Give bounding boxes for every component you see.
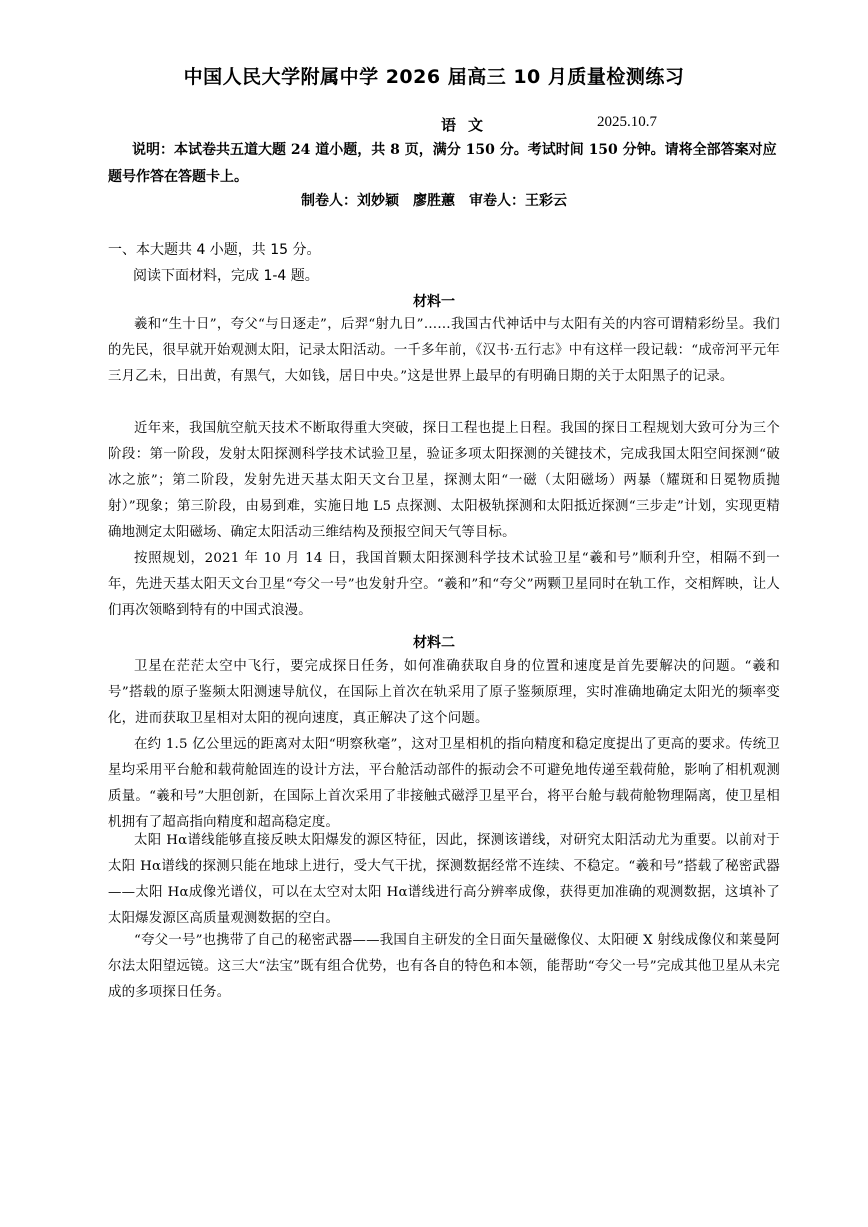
exam-authors: 制卷人：刘妙颖 廖胜蕙 审卷人：王彩云 bbox=[301, 193, 567, 209]
material-paragraph: 按照规划，2021 年 10 月 14 日，我国首颗太阳探测科学技术试验卫星“羲和号”顺利升空，相隔不到一年，先进天基太阳天文台卫星“夸父一号”也发射升空。“羲和”和“夸父”两颗卫星同时在轨工作，交相辉映，让人们再次领略到特有的中国式浪漫。 bbox=[108, 551, 780, 618]
exam-instructions: 说明：本试卷共五道大题 24 道小题，共 8 页，满分 150 分。考试时间 150 分钟。请将全部答案对应题号作答在答题卡上。 bbox=[108, 142, 777, 185]
exam-title: 中国人民大学附属中学 2026 届高三 10 月质量检测练习 bbox=[183, 66, 685, 88]
material-paragraph: 太阳 Hα谱线能够直接反映太阳爆发的源区特征，因此，探测该谱线，对研究太阳活动尤为重要。以前对于太阳 Hα谱线的探测只能在地球上进行，受大气干扰，探测数据经常不连续、不稳定。“羲和号”搭载了秘密武器——太阳 Hα成像光谱仪，可以在太空对太阳 Hα谱线进行高分辨率成像，获得更加准确的观测数据，这填补了太阳爆发源区高质量观测数据的空白。 bbox=[108, 833, 780, 926]
reading-instruction: 阅读下面材料，完成 1-4 题。 bbox=[133, 268, 319, 284]
material-title: 材料一 bbox=[413, 294, 455, 310]
material-paragraph: “夸父一号”也携带了自己的秘密武器——我国自主研发的全日面矢量磁像仪、太阳硬 X 射线成像仪和莱曼阿尔法太阳望远镜。这三大“法宝”既有组合优势，也有各自的特色和本领，能帮助“夸父一号”完成其他卫星从未完成的多项探日任务。 bbox=[108, 933, 780, 1000]
material-paragraph: 卫星在茫茫太空中飞行，要完成探日任务，如何准确获取自身的位置和速度是首先要解决的问题。“羲和号”搭载的原子鉴频太阳测速导航仪，在国际上首次在轨采用了原子鉴频原理，实时准确地确定太阳光的频率变化，进而获取卫星相对太阳的视向速度，真正解决了这个问题。 bbox=[108, 659, 780, 726]
material-paragraph: 近年来，我国航空航天技术不断取得重大突破，探日工程也提上日程。我国的探日工程规划大致可分为三个阶段：第一阶段，发射太阳探测科学技术试验卫星，验证多项太阳探测的关键技术，完成我国太阳空间探测“破冰之旅”；第二阶段，发射先进天基太阳天文台卫星，探测太阳“一磁（太阳磁场）两暴（耀斑和日冕物质抛射）”现象；第三阶段，由易到难，实施日地 L5 点探测、太阳极轨探测和太阳抵近探测“三步走”计划，实现更精确地测定太阳磁场、确定太阳活动三维结构及预报空间天气等目标。 bbox=[108, 421, 780, 540]
material-paragraph: 在约 1.5 亿公里远的距离对太阳“明察秋毫”，这对卫星相机的指向精度和稳定度提出了更高的要求。传统卫星均采用平台舱和载荷舱固连的设计方法，平台舱活动部件的振动会不可避免地传递至载荷舱，影响了相机观测质量。“羲和号”大胆创新，在国际上首次采用了非接触式磁浮卫星平台，将平台舱与载荷舱物理隔离，使卫星相机拥有了超高指向精度和超高稳定度。 bbox=[108, 737, 780, 830]
subject-label: 语文 bbox=[441, 116, 496, 134]
material-title: 材料二 bbox=[413, 635, 455, 651]
material-paragraph: 羲和“生十日”，夸父“与日逐走”，后羿“射九日”……我国古代神话中与太阳有关的内容可谓精彩纷呈。我们的先民，很早就开始观测太阳，记录太阳活动。一千多年前，《汉书·五行志》中有这样一段记载：“成帝河平元年三月乙未，日出黄，有黑气，大如钱，居日中央。”这是世界上最早的有明确日期的关于太阳黑子的记录。 bbox=[108, 317, 780, 384]
exam-date: 2025.10.7 bbox=[597, 114, 657, 130]
section-heading: 一、本大题共 4 小题，共 15 分。 bbox=[108, 242, 321, 258]
